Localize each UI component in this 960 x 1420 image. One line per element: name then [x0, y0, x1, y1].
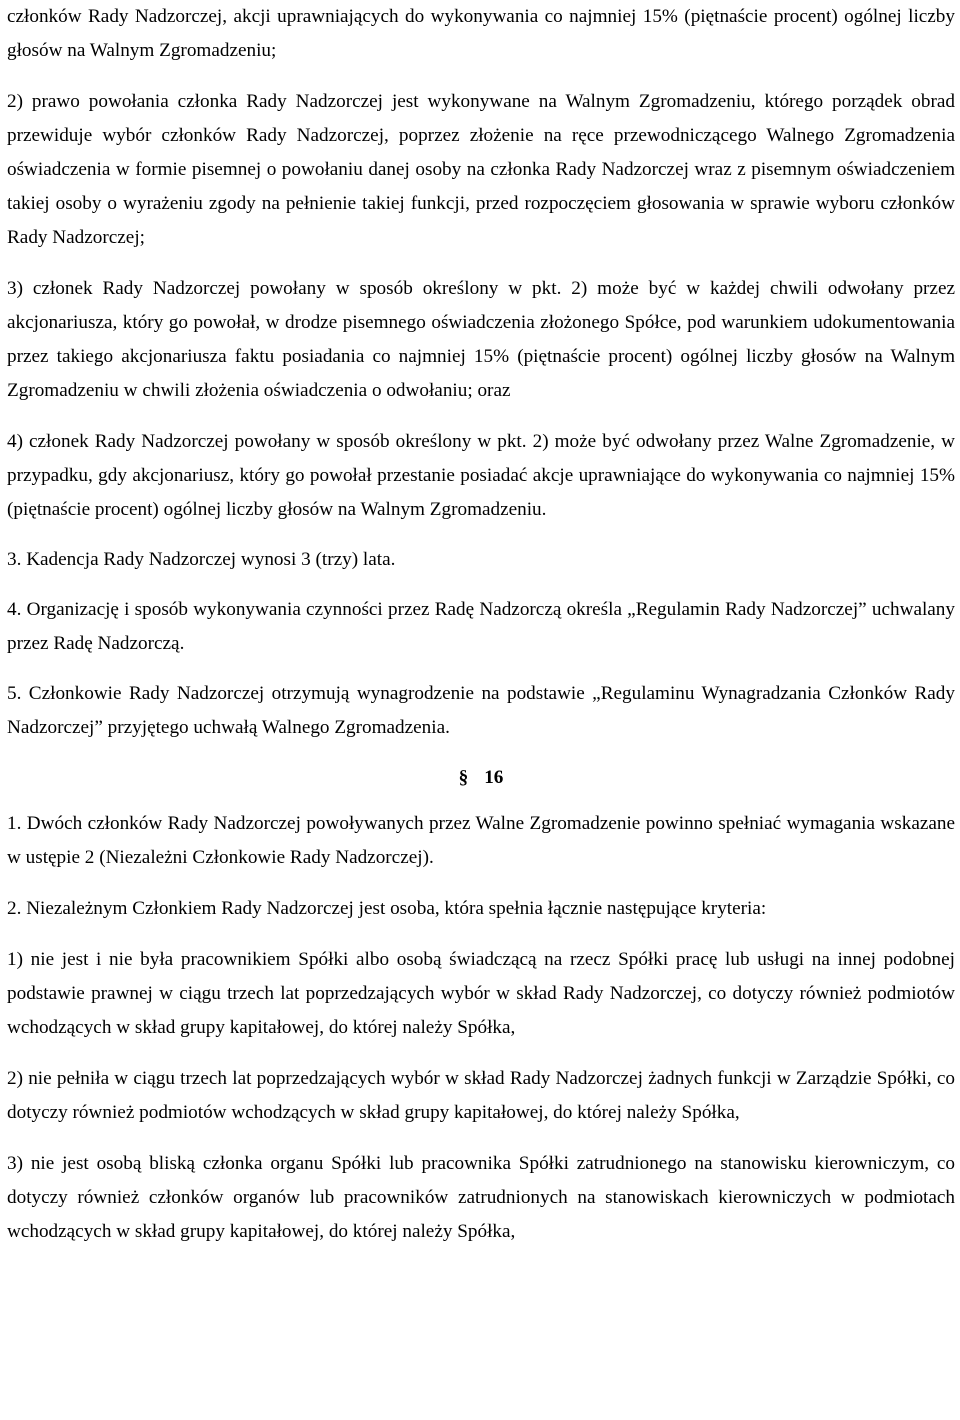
paragraph-intro-continuation: członków Rady Nadzorczej, akcji uprawniających do wykonywania co najmniej 15% (piętnaście procent) ogólnej liczby głosów na Walnym Zgromadzeniu;	[7, 6, 955, 61]
paragraph-point-2: 2) prawo powołania członka Rady Nadzorczej jest wykonywane na Walnym Zgromadzeniu, którego porządek obrad przewiduje wybór członków Rady Nadzorczej, poprzez złożenie na ręce przewodniczącego Walnego Zgromadzenia oświadczenia w formie pisemnej o powołaniu danej osoby na członka Rady Nadzorczej wraz z pisemnym oświadczeniem takiej osoby o wyrażeniu zgody na pełnienie takiej funkcji, przed rozpoczęciem głosowania w sprawie wyboru członków Rady Nadzorczej;	[7, 91, 955, 248]
paragraph-point-4: 4) członek Rady Nadzorczej powołany w sposób określony w pkt. 2) może być odwołany przez Walne Zgromadzenie, w przypadku, gdy akcjonariusz, który go powołał przestanie posiadać akcje uprawniające do wykonywania co najmniej 15% (piętnaście procent) ogólnej liczby głosów na Walnym Zgromadzeniu.	[7, 431, 955, 520]
paragraph-s16-clause-2: 2. Niezależnym Członkiem Rady Nadzorczej jest osoba, która spełnia łącznie następujące kryteria:	[7, 898, 767, 919]
paragraph-s16-clause-1: 1. Dwóch członków Rady Nadzorczej powoływanych przez Walne Zgromadzenie powinno spełniać wymagania wskazane w ustępie 2 (Niezależni Członkowie Rady Nadzorczej).	[7, 813, 955, 868]
section-heading	[7, 761, 955, 795]
paragraph-point-3: 3) członek Rady Nadzorczej powołany w sposób określony w pkt. 2) może być w każdej chwili odwołany przez akcjonariusza, który go powołał, w drodze pisemnego oświadczenia złożonego Spółce, pod warunkiem udokumentowania przez takiego akcjonariusza faktu posiadania co najmniej 15% (piętnaście procent) ogólnej liczby głosów na Walnym Zgromadzeniu w chwili złożenia oświadczenia o odwołaniu; oraz	[7, 278, 955, 401]
paragraph-s16-criterion-1: 1) nie jest i nie była pracownikiem Spółki albo osobą świadczącą na rzecz Spółki pracę lub usługi na innej podobnej podstawie prawnej w ciągu trzech lat poprzedzających wybór w skład Rady Nadzorczej, co dotyczy również podmiotów wchodzących w skład grupy kapitałowej, do której należy Spółka,	[7, 949, 955, 1038]
section-number: 16	[484, 767, 504, 788]
paragraph-clause-3: 3. Kadencja Rady Nadzorczej wynosi 3 (trzy) lata.	[7, 549, 396, 570]
paragraph-clause-5: 5. Członkowie Rady Nadzorczej otrzymują wynagrodzenie na podstawie „Regulaminu Wynagradzania Członków Rady Nadzorczej” przyjętego uchwałą Walnego Zgromadzenia.	[7, 683, 955, 738]
paragraph-clause-4: 4. Organizację i sposób wykonywania czynności przez Radę Nadzorczą określa „Regulamin Rady Nadzorczej” uchwalany przez Radę Nadzorczą.	[7, 599, 955, 654]
document-page	[7, 0, 955, 1249]
paragraph-s16-criterion-2: 2) nie pełniła w ciągu trzech lat poprzedzających wybór w skład Rady Nadzorczej żadnych funkcji w Zarządzie Spółki, co dotyczy również podmiotów wchodzących w skład grupy kapitałowej, do której należy Spółka,	[7, 1068, 955, 1123]
paragraph-s16-criterion-3: 3) nie jest osobą bliską członka organu Spółki lub pracownika Spółki zatrudnionego na stanowisku kierowniczym, co dotyczy również członków organów lub pracowników zatrudnionych na stanowiskach kierowniczych w podmiotach wchodzących w skład grupy kapitałowej, do której należy Spółka,	[7, 1153, 955, 1242]
section-sign: §	[458, 767, 469, 788]
